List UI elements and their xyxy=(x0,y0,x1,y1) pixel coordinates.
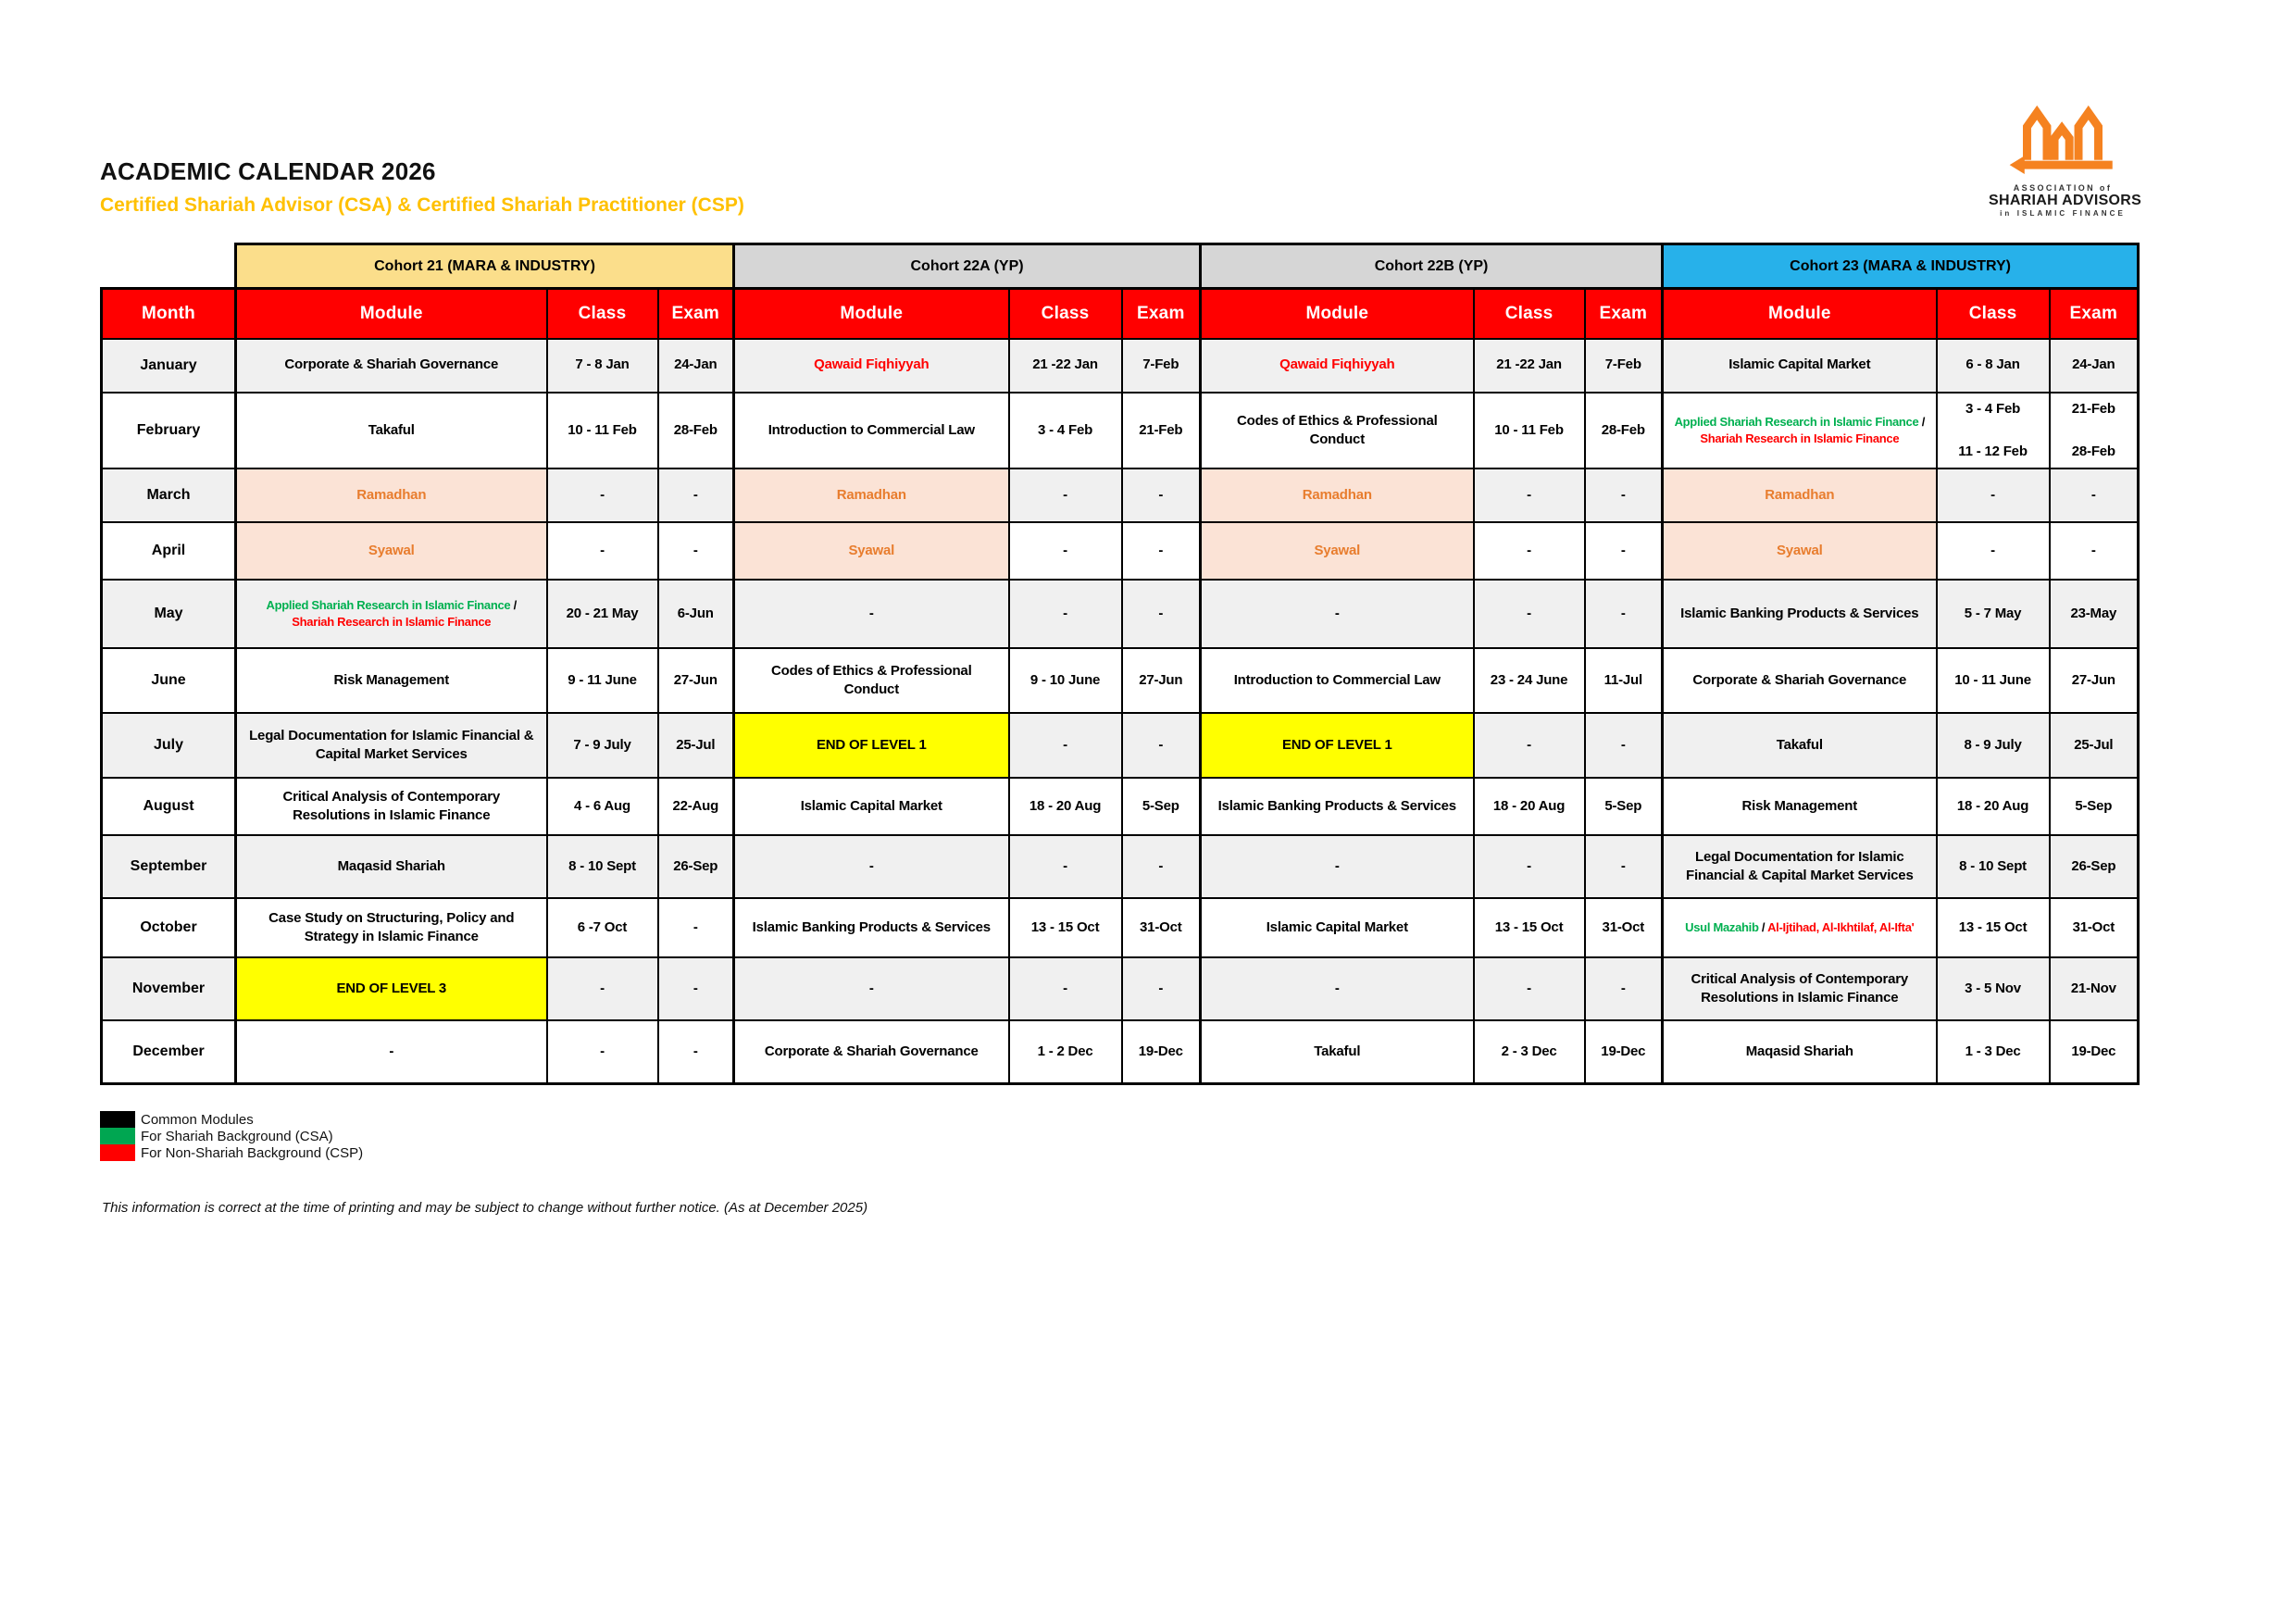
module-text: / xyxy=(513,598,517,613)
module-text: Syawal xyxy=(848,542,895,558)
cohort-header-1: Cohort 22A (YP) xyxy=(734,244,1201,289)
class-cell: 2 - 3 Dec xyxy=(1474,1020,1585,1083)
logo-line3: in ISLAMIC FINANCE xyxy=(2000,209,2126,218)
module-cell xyxy=(1663,522,1937,580)
module-text: END OF LEVEL 3 xyxy=(336,980,447,996)
exam-cell: 7-Feb xyxy=(1585,339,1663,393)
class-cell: - xyxy=(1474,957,1585,1020)
module-cell xyxy=(1663,339,1937,393)
month-cell: June xyxy=(102,648,236,713)
module-text: Syawal xyxy=(1776,542,1823,558)
module-text: Qawaid Fiqhiyyah xyxy=(1279,356,1395,373)
class-cell: 6 -7 Oct xyxy=(547,898,658,957)
module-text: Shariah Research in Islamic Finance xyxy=(1700,431,1900,445)
exam-cell xyxy=(2050,393,2139,469)
module-text: Qawaid Fiqhiyyah xyxy=(814,356,930,373)
module-cell xyxy=(1201,1020,1474,1083)
class-cell: - xyxy=(547,522,658,580)
column-header-module: Module xyxy=(1201,289,1474,339)
exam-cell: 31-Oct xyxy=(1122,898,1201,957)
exam-cell: 7-Feb xyxy=(1122,339,1201,393)
module-cell xyxy=(1663,898,1937,957)
exam-cell: 19-Dec xyxy=(2050,1020,2139,1083)
module-text: Syawal xyxy=(1314,542,1361,558)
class-cell: 8 - 9 July xyxy=(1937,713,2050,778)
exam-cell: 22-Aug xyxy=(658,778,734,835)
table-row xyxy=(102,898,2139,957)
module-text: Legal Documentation for Islamic Financial & Capital Market Services xyxy=(249,727,534,762)
month-cell: December xyxy=(102,1020,236,1083)
month-cell: January xyxy=(102,339,236,393)
exam-cell: 31-Oct xyxy=(1585,898,1663,957)
exam-cell: - xyxy=(1122,835,1201,898)
module-text: Ramadhan xyxy=(836,486,906,503)
legend-swatch xyxy=(100,1128,135,1144)
module-text: - xyxy=(1334,980,1340,996)
date-line: 3 - 4 Feb xyxy=(1965,400,2021,417)
class-cell: 7 - 9 July xyxy=(547,713,658,778)
module-text: Takaful xyxy=(1314,1043,1361,1059)
legend-item xyxy=(100,1128,363,1144)
module-cell xyxy=(1201,957,1474,1020)
module-cell xyxy=(236,713,547,778)
class-cell: - xyxy=(1474,522,1585,580)
module-text: Islamic Capital Market xyxy=(1266,918,1408,935)
month-cell: August xyxy=(102,778,236,835)
exam-cell: - xyxy=(1585,468,1663,522)
module-cell xyxy=(236,898,547,957)
exam-cell: - xyxy=(658,468,734,522)
column-header-class: Class xyxy=(547,289,658,339)
column-header-module: Module xyxy=(236,289,547,339)
module-cell xyxy=(1663,648,1937,713)
date-line: 28-Feb xyxy=(2071,443,2115,459)
module-text: Applied Shariah Research in Islamic Finance xyxy=(266,598,514,613)
table-row xyxy=(102,522,2139,580)
exam-cell: 21-Feb xyxy=(1122,393,1201,469)
module-text: Usul Mazahib xyxy=(1685,920,1759,935)
footnote: This information is correct at the time of printing and may be subject to change without further notice. (As at December 2025) xyxy=(102,1200,868,1216)
table-row xyxy=(102,468,2139,522)
cohort-header-row xyxy=(102,244,2139,289)
module-text: Islamic Banking Products & Services xyxy=(1680,605,1919,621)
module-text: Critical Analysis of Contemporary Resolutions in Islamic Finance xyxy=(1691,970,1909,1006)
module-cell xyxy=(734,898,1009,957)
table-row xyxy=(102,713,2139,778)
cohort-header-2: Cohort 22B (YP) xyxy=(1201,244,1663,289)
module-cell xyxy=(734,957,1009,1020)
module-cell xyxy=(734,468,1009,522)
module-text: Ramadhan xyxy=(1302,486,1372,503)
exam-cell: 5-Sep xyxy=(1122,778,1201,835)
module-text: Takaful xyxy=(1776,736,1823,753)
date-stack xyxy=(1943,395,2043,467)
table-row xyxy=(102,648,2139,713)
column-header-exam: Exam xyxy=(1122,289,1201,339)
class-cell: - xyxy=(1474,713,1585,778)
module-cell xyxy=(1201,713,1474,778)
class-cell: - xyxy=(1937,468,2050,522)
module-text: Islamic Capital Market xyxy=(1728,356,1871,373)
class-cell: 23 - 24 June xyxy=(1474,648,1585,713)
legend-swatch xyxy=(100,1111,135,1128)
column-header-exam: Exam xyxy=(1585,289,1663,339)
class-cell: - xyxy=(1937,522,2050,580)
column-header-class: Class xyxy=(1937,289,2050,339)
class-cell: 13 - 15 Oct xyxy=(1009,898,1122,957)
month-cell: July xyxy=(102,713,236,778)
page-title: ACADEMIC CALENDAR 2026 xyxy=(100,157,436,185)
class-cell: 21 -22 Jan xyxy=(1009,339,1122,393)
module-cell xyxy=(734,713,1009,778)
module-cell xyxy=(1201,522,1474,580)
exam-cell: 21-Nov xyxy=(2050,957,2139,1020)
module-cell xyxy=(734,339,1009,393)
module-cell xyxy=(1201,835,1474,898)
exam-cell: 19-Dec xyxy=(1585,1020,1663,1083)
header-titles xyxy=(100,157,744,217)
exam-cell: 28-Feb xyxy=(1585,393,1663,469)
exam-cell: - xyxy=(1585,713,1663,778)
exam-cell: - xyxy=(1122,957,1201,1020)
module-cell xyxy=(1663,835,1937,898)
module-cell xyxy=(1663,393,1937,469)
column-header-module: Module xyxy=(1663,289,1937,339)
class-cell: 5 - 7 May xyxy=(1937,580,2050,648)
legend-label: For Shariah Background (CSA) xyxy=(141,1128,333,1144)
module-cell xyxy=(734,648,1009,713)
module-cell xyxy=(734,580,1009,648)
module-cell xyxy=(236,1020,547,1083)
module-text: - xyxy=(1334,857,1340,874)
month-cell: October xyxy=(102,898,236,957)
legend-label: Common Modules xyxy=(141,1111,254,1128)
module-cell xyxy=(236,393,547,469)
exam-cell: 25-Jul xyxy=(658,713,734,778)
module-text: - xyxy=(389,1043,394,1059)
module-cell xyxy=(1201,898,1474,957)
module-cell xyxy=(1201,778,1474,835)
month-cell: March xyxy=(102,468,236,522)
class-cell: 10 - 11 June xyxy=(1937,648,2050,713)
class-cell: - xyxy=(1009,522,1122,580)
class-cell: 1 - 2 Dec xyxy=(1009,1020,1122,1083)
exam-cell: 23-May xyxy=(2050,580,2139,648)
module-text: Shariah Research in Islamic Finance xyxy=(292,615,492,629)
legend-item xyxy=(100,1111,363,1128)
module-text: Ramadhan xyxy=(1765,486,1835,503)
table-row xyxy=(102,580,2139,648)
month-cell: April xyxy=(102,522,236,580)
module-cell xyxy=(1663,1020,1937,1083)
month-cell: November xyxy=(102,957,236,1020)
page-subtitle: Certified Shariah Advisor (CSA) & Certified Shariah Practitioner (CSP) xyxy=(100,194,744,216)
column-header-class: Class xyxy=(1474,289,1585,339)
class-cell: - xyxy=(1474,468,1585,522)
exam-cell: - xyxy=(1122,468,1201,522)
cohort-header-3: Cohort 23 (MARA & INDUSTRY) xyxy=(1663,244,2139,289)
module-text: Islamic Banking Products & Services xyxy=(752,918,991,935)
exam-cell: 24-Jan xyxy=(2050,339,2139,393)
asaif-logo xyxy=(1989,102,2142,218)
column-header-exam: Exam xyxy=(2050,289,2139,339)
exam-cell: 31-Oct xyxy=(2050,898,2139,957)
class-cell: 10 - 11 Feb xyxy=(547,393,658,469)
class-cell: 18 - 20 Aug xyxy=(1937,778,2050,835)
exam-cell: 26-Sep xyxy=(2050,835,2139,898)
module-cell xyxy=(1663,713,1937,778)
date-line: 21-Feb xyxy=(2071,400,2115,417)
month-column-header: Month xyxy=(102,289,236,339)
class-cell: 10 - 11 Feb xyxy=(1474,393,1585,469)
exam-cell: 27-Jun xyxy=(658,648,734,713)
module-cell xyxy=(1663,778,1937,835)
module-cell xyxy=(1201,393,1474,469)
exam-cell: 27-Jun xyxy=(2050,648,2139,713)
class-cell: 8 - 10 Sept xyxy=(1937,835,2050,898)
table-row xyxy=(102,339,2139,393)
exam-cell: 11-Jul xyxy=(1585,648,1663,713)
class-cell: - xyxy=(547,957,658,1020)
month-cell: May xyxy=(102,580,236,648)
module-text: Corporate & Shariah Governance xyxy=(1692,671,1907,688)
date-line: 11 - 12 Feb xyxy=(1958,443,2028,459)
exam-cell: - xyxy=(1585,835,1663,898)
academic-calendar-table xyxy=(100,243,2140,1085)
module-text: - xyxy=(868,980,874,996)
exam-cell: - xyxy=(1585,580,1663,648)
month-cell: September xyxy=(102,835,236,898)
module-text: Maqasid Shariah xyxy=(337,857,445,874)
module-cell xyxy=(1663,957,1937,1020)
module-cell xyxy=(1663,580,1937,648)
module-text: - xyxy=(868,605,874,621)
class-cell: 13 - 15 Oct xyxy=(1937,898,2050,957)
column-header-exam: Exam xyxy=(658,289,734,339)
module-cell xyxy=(1201,468,1474,522)
class-cell: 9 - 11 June xyxy=(547,648,658,713)
module-cell xyxy=(236,522,547,580)
module-cell xyxy=(734,835,1009,898)
class-cell: 18 - 20 Aug xyxy=(1009,778,1122,835)
exam-cell: - xyxy=(1122,713,1201,778)
legend-item xyxy=(100,1144,363,1161)
class-cell: 3 - 5 Nov xyxy=(1937,957,2050,1020)
exam-cell: 5-Sep xyxy=(1585,778,1663,835)
exam-cell: - xyxy=(2050,522,2139,580)
module-cell xyxy=(236,339,547,393)
module-text: Ramadhan xyxy=(356,486,427,503)
class-cell: - xyxy=(1474,835,1585,898)
exam-cell: - xyxy=(2050,468,2139,522)
class-cell: - xyxy=(547,468,658,522)
exam-cell: 25-Jul xyxy=(2050,713,2139,778)
module-text: Corporate & Shariah Governance xyxy=(764,1043,979,1059)
module-text: Islamic Banking Products & Services xyxy=(1217,797,1456,814)
cohort-header-0: Cohort 21 (MARA & INDUSTRY) xyxy=(236,244,734,289)
date-stack xyxy=(2056,395,2132,467)
class-cell: 3 - 4 Feb xyxy=(1009,393,1122,469)
legend-swatch xyxy=(100,1144,135,1161)
month-cell: February xyxy=(102,393,236,469)
class-cell: - xyxy=(1474,580,1585,648)
module-text: Case Study on Structuring, Policy and Strategy in Islamic Finance xyxy=(268,909,515,944)
module-text: END OF LEVEL 1 xyxy=(816,736,927,753)
module-text: Codes of Ethics & Professional Conduct xyxy=(771,662,972,697)
exam-cell: - xyxy=(658,898,734,957)
exam-cell: - xyxy=(658,522,734,580)
exam-cell: 6-Jun xyxy=(658,580,734,648)
exam-cell: 24-Jan xyxy=(658,339,734,393)
class-cell: - xyxy=(547,1020,658,1083)
module-text: Takaful xyxy=(368,421,415,438)
module-text: Corporate & Shariah Governance xyxy=(284,356,499,373)
class-cell: 13 - 15 Oct xyxy=(1474,898,1585,957)
module-text: Codes of Ethics & Professional Conduct xyxy=(1237,412,1438,447)
logo-line1: ASSOCIATION of xyxy=(2013,183,2113,193)
exam-cell: - xyxy=(1122,522,1201,580)
module-cell xyxy=(1201,648,1474,713)
module-cell xyxy=(734,522,1009,580)
exam-cell: - xyxy=(658,957,734,1020)
module-text: - xyxy=(1334,605,1340,621)
table-row xyxy=(102,957,2139,1020)
table-row xyxy=(102,393,2139,469)
exam-cell: - xyxy=(658,1020,734,1083)
exam-cell: 28-Feb xyxy=(658,393,734,469)
module-cell xyxy=(236,468,547,522)
class-cell: - xyxy=(1009,835,1122,898)
module-cell xyxy=(236,580,547,648)
column-header-class: Class xyxy=(1009,289,1122,339)
module-cell xyxy=(236,648,547,713)
module-text: Critical Analysis of Contemporary Resolutions in Islamic Finance xyxy=(282,788,501,823)
module-text: Islamic Capital Market xyxy=(800,797,942,814)
column-header-module: Module xyxy=(734,289,1009,339)
module-cell xyxy=(734,778,1009,835)
module-text: Introduction to Commercial Law xyxy=(767,421,975,438)
exam-cell: 19-Dec xyxy=(1122,1020,1201,1083)
asaif-logo-mark xyxy=(2003,102,2122,181)
module-text: Risk Management xyxy=(1741,797,1858,814)
class-cell: - xyxy=(1009,580,1122,648)
module-text: / xyxy=(1758,920,1768,935)
class-cell: - xyxy=(1009,713,1122,778)
module-cell xyxy=(236,835,547,898)
module-text: / xyxy=(1921,415,1926,430)
exam-cell: 26-Sep xyxy=(658,835,734,898)
module-cell xyxy=(1201,580,1474,648)
column-header-row xyxy=(102,289,2139,339)
exam-cell: - xyxy=(1585,522,1663,580)
legend xyxy=(100,1111,363,1161)
class-cell: - xyxy=(1009,957,1122,1020)
class-cell: 21 -22 Jan xyxy=(1474,339,1585,393)
module-text: - xyxy=(868,857,874,874)
module-text: END OF LEVEL 1 xyxy=(1281,736,1392,753)
class-cell: 8 - 10 Sept xyxy=(547,835,658,898)
module-text: Risk Management xyxy=(333,671,450,688)
module-cell xyxy=(236,957,547,1020)
class-cell: 7 - 8 Jan xyxy=(547,339,658,393)
module-cell xyxy=(734,393,1009,469)
module-text: Syawal xyxy=(368,542,415,558)
module-cell xyxy=(734,1020,1009,1083)
module-text: Applied Shariah Research in Islamic Finance xyxy=(1674,415,1922,430)
class-cell xyxy=(1937,393,2050,469)
table-row xyxy=(102,778,2139,835)
module-text: Al-Ijtihad, Al-Ikhtilaf, Al-Ifta' xyxy=(1767,920,1915,935)
module-text: Introduction to Commercial Law xyxy=(1233,671,1441,688)
exam-cell: 27-Jun xyxy=(1122,648,1201,713)
module-cell xyxy=(1663,468,1937,522)
module-text: Maqasid Shariah xyxy=(1745,1043,1853,1059)
module-cell xyxy=(236,778,547,835)
legend-label: For Non-Shariah Background (CSP) xyxy=(141,1144,364,1161)
module-text: Legal Documentation for Islamic Financial & Capital Market Services xyxy=(1685,848,1914,883)
module-cell xyxy=(1201,339,1474,393)
class-cell: 1 - 3 Dec xyxy=(1937,1020,2050,1083)
exam-cell: 5-Sep xyxy=(2050,778,2139,835)
exam-cell: - xyxy=(1585,957,1663,1020)
class-cell: 6 - 8 Jan xyxy=(1937,339,2050,393)
corner-spacer xyxy=(102,244,236,289)
class-cell: 18 - 20 Aug xyxy=(1474,778,1585,835)
logo-line2: SHARIAH ADVISORS xyxy=(1989,193,2142,208)
table-row xyxy=(102,835,2139,898)
exam-cell: - xyxy=(1122,580,1201,648)
class-cell: 4 - 6 Aug xyxy=(547,778,658,835)
table-row xyxy=(102,1020,2139,1083)
class-cell: 9 - 10 June xyxy=(1009,648,1122,713)
class-cell: 20 - 21 May xyxy=(547,580,658,648)
class-cell: - xyxy=(1009,468,1122,522)
